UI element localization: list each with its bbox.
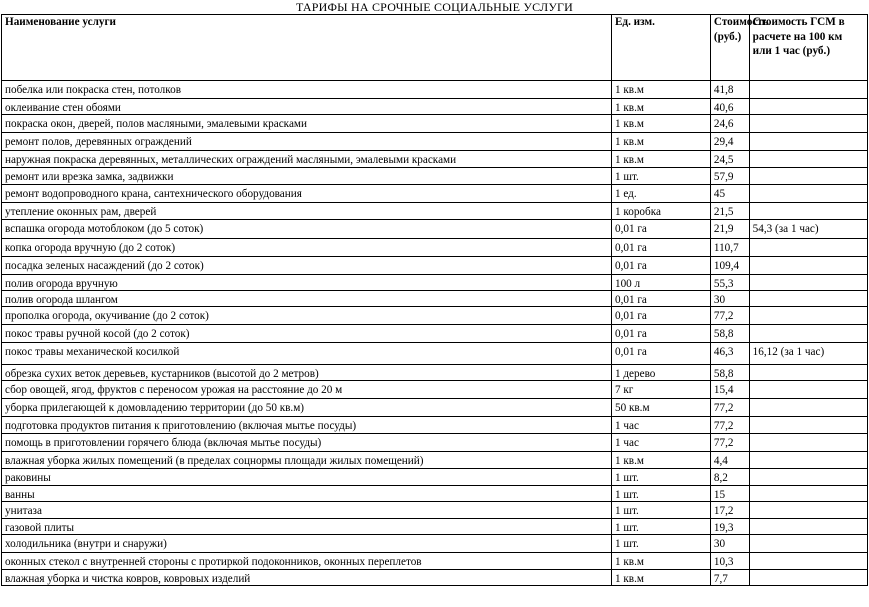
cost-cell: 30 (710, 291, 749, 307)
table-row (2, 469, 868, 486)
unit-cell: 1 час (611, 417, 710, 434)
fuel-cost-cell (749, 452, 867, 469)
cost-cell: 21,9 (710, 220, 749, 239)
unit-cell: 1 дерево (611, 365, 710, 381)
table-row (2, 381, 868, 399)
cost-cell: 41,8 (710, 81, 749, 99)
table-row (2, 452, 868, 469)
fuel-cost-cell: 54,3 (за 1 час) (749, 220, 867, 239)
fuel-cost-cell (749, 168, 867, 185)
service-name-cell: газовой плиты (2, 519, 612, 535)
unit-cell: 1 ед. (611, 185, 710, 203)
service-name-cell: посадка зеленых насаждений (до 2 соток) (2, 257, 612, 275)
fuel-cost-cell (749, 185, 867, 203)
unit-cell: 1 шт. (611, 168, 710, 185)
unit-cell: 1 кв.м (611, 99, 710, 115)
table-row (2, 99, 868, 115)
fuel-cost-cell (749, 257, 867, 275)
table-row (2, 220, 868, 239)
fuel-cost-cell (749, 99, 867, 115)
cost-cell: 110,7 (710, 239, 749, 257)
table-body (2, 81, 868, 586)
fuel-cost-cell (749, 203, 867, 220)
service-name-cell: оконных стекол с внутренней стороны с протиркой подоконников, оконных переплетов (2, 553, 612, 570)
service-name-cell: холодильника (внутри и снаружи) (2, 535, 612, 553)
service-name-cell: унитаза (2, 502, 612, 519)
cost-cell: 19,3 (710, 519, 749, 535)
service-name-cell: прополка огорода, окучивание (до 2 соток) (2, 307, 612, 325)
tariff-table (1, 14, 868, 586)
cost-cell: 57,9 (710, 168, 749, 185)
fuel-cost-cell (749, 502, 867, 519)
fuel-cost-cell (749, 469, 867, 486)
unit-cell: 1 кв.м (611, 553, 710, 570)
service-name-cell: покос травы ручной косой (до 2 соток) (2, 325, 612, 343)
fuel-cost-cell (749, 81, 867, 99)
table-row (2, 133, 868, 151)
service-name-cell: вспашка огорода мотоблоком (до 5 соток) (2, 220, 612, 239)
table-row (2, 115, 868, 133)
cost-cell: 77,2 (710, 399, 749, 417)
header-service-name: Наименование услуги (2, 15, 612, 81)
unit-cell: 1 кв.м (611, 81, 710, 99)
unit-cell: 0,01 га (611, 325, 710, 343)
table-row (2, 239, 868, 257)
fuel-cost-cell (749, 307, 867, 325)
service-name-cell: ремонт водопроводного крана, сантехнического оборудования (2, 185, 612, 203)
service-name-cell: помощь в приготовлении горячего блюда (включая мытье посуды) (2, 434, 612, 452)
fuel-cost-cell (749, 381, 867, 399)
fuel-cost-cell (749, 570, 867, 586)
unit-cell: 1 шт. (611, 486, 710, 502)
service-name-cell: побелка или покраска стен, потолков (2, 81, 612, 99)
unit-cell: 0,01 га (611, 307, 710, 325)
service-name-cell: влажная уборка жилых помещений (в пределах соцнормы площади жилых помещений) (2, 452, 612, 469)
service-name-cell: наружная покраска деревянных, металлических ограждений масляными, эмалевыми красками (2, 151, 612, 168)
unit-cell: 1 кв.м (611, 115, 710, 133)
table-row (2, 307, 868, 325)
fuel-cost-cell (749, 399, 867, 417)
table-row (2, 417, 868, 434)
table-row (2, 275, 868, 291)
fuel-cost-cell (749, 151, 867, 168)
cost-cell: 10,3 (710, 553, 749, 570)
unit-cell: 1 шт. (611, 502, 710, 519)
unit-cell: 1 кв.м (611, 151, 710, 168)
cost-cell: 77,2 (710, 434, 749, 452)
fuel-cost-cell (749, 553, 867, 570)
table-row (2, 257, 868, 275)
table-row (2, 325, 868, 343)
service-name-cell: сбор овощей, ягод, фруктов с переносом урожая на расстояние до 20 м (2, 381, 612, 399)
cost-cell: 15,4 (710, 381, 749, 399)
unit-cell: 50 кв.м (611, 399, 710, 417)
cost-cell: 77,2 (710, 307, 749, 325)
service-name-cell: раковины (2, 469, 612, 486)
cost-cell: 109,4 (710, 257, 749, 275)
cost-cell: 8,2 (710, 469, 749, 486)
document-title: ТАРИФЫ НА СРОЧНЫЕ СОЦИАЛЬНЫЕ УСЛУГИ (295, 0, 574, 14)
fuel-cost-cell (749, 535, 867, 553)
service-name-cell: влажная уборка и чистка ковров, ковровых изделий (2, 570, 612, 586)
fuel-cost-cell (749, 486, 867, 502)
table-row (2, 203, 868, 220)
header-unit: Ед. изм. (611, 15, 710, 81)
unit-cell: 1 шт. (611, 469, 710, 486)
unit-cell: 1 коробка (611, 203, 710, 220)
unit-cell: 1 кв.м (611, 133, 710, 151)
table-row (2, 535, 868, 553)
service-name-cell: ремонт полов, деревянных ограждений (2, 133, 612, 151)
service-name-cell: покраска окон, дверей, полов масляными, эмалевыми красками (2, 115, 612, 133)
unit-cell: 1 шт. (611, 535, 710, 553)
table-row (2, 434, 868, 452)
fuel-cost-cell (749, 325, 867, 343)
table-row (2, 519, 868, 535)
table-header-row (2, 15, 868, 81)
fuel-cost-cell (749, 115, 867, 133)
fuel-cost-cell (749, 133, 867, 151)
unit-cell: 0,01 га (611, 220, 710, 239)
cost-cell: 4,4 (710, 452, 749, 469)
cost-cell: 55,3 (710, 275, 749, 291)
cost-cell: 30 (710, 535, 749, 553)
cost-cell: 7,7 (710, 570, 749, 586)
service-name-cell: ремонт или врезка замка, задвижки (2, 168, 612, 185)
table-row (2, 570, 868, 586)
table-row (2, 185, 868, 203)
unit-cell: 1 кв.м (611, 570, 710, 586)
fuel-cost-cell: 16,12 (за 1 час) (749, 343, 867, 365)
unit-cell: 100 л (611, 275, 710, 291)
service-name-cell: обрезка сухих веток деревьев, кустарников (высотой до 2 метров) (2, 365, 612, 381)
unit-cell: 1 кв.м (611, 452, 710, 469)
unit-cell: 0,01 га (611, 257, 710, 275)
fuel-cost-cell (749, 275, 867, 291)
service-name-cell: уборка прилегающей к домовладению территории (до 50 кв.м) (2, 399, 612, 417)
service-name-cell: полив огорода вручную (2, 275, 612, 291)
unit-cell: 0,01 га (611, 239, 710, 257)
table-row (2, 553, 868, 570)
unit-cell: 1 шт. (611, 519, 710, 535)
unit-cell: 1 час (611, 434, 710, 452)
fuel-cost-cell (749, 434, 867, 452)
unit-cell: 7 кг (611, 381, 710, 399)
fuel-cost-cell (749, 365, 867, 381)
fuel-cost-cell (749, 291, 867, 307)
cost-cell: 46,3 (710, 343, 749, 365)
header-fuel-cost: Стоимость ГСМ в расчете на 100 км или 1 час (руб.) (749, 15, 867, 81)
cost-cell: 58,8 (710, 365, 749, 381)
cost-cell: 45 (710, 185, 749, 203)
table-row (2, 168, 868, 185)
table-row (2, 151, 868, 168)
header-cost: Стоимость (руб.) (710, 15, 749, 81)
table-row (2, 365, 868, 381)
cost-cell: 15 (710, 486, 749, 502)
service-name-cell: утепление оконных рам, дверей (2, 203, 612, 220)
table-row (2, 486, 868, 502)
cost-cell: 17,2 (710, 502, 749, 519)
table-row (2, 291, 868, 307)
service-name-cell: оклеивание стен обоями (2, 99, 612, 115)
table-row (2, 399, 868, 417)
fuel-cost-cell (749, 519, 867, 535)
cost-cell: 29,4 (710, 133, 749, 151)
unit-cell: 0,01 га (611, 291, 710, 307)
cost-cell: 58,8 (710, 325, 749, 343)
service-name-cell: копка огорода вручную (до 2 соток) (2, 239, 612, 257)
service-name-cell: полив огорода шлангом (2, 291, 612, 307)
cost-cell: 40,6 (710, 99, 749, 115)
cost-cell: 21,5 (710, 203, 749, 220)
table-row (2, 81, 868, 99)
cost-cell: 24,6 (710, 115, 749, 133)
fuel-cost-cell (749, 417, 867, 434)
service-name-cell: покос травы механической косилкой (2, 343, 612, 365)
service-name-cell: ванны (2, 486, 612, 502)
service-name-cell: подготовка продуктов питания к приготовлению (включая мытье посуды) (2, 417, 612, 434)
table-row (2, 343, 868, 365)
unit-cell: 0,01 га (611, 343, 710, 365)
table-row (2, 502, 868, 519)
fuel-cost-cell (749, 239, 867, 257)
cost-cell: 24,5 (710, 151, 749, 168)
cost-cell: 77,2 (710, 417, 749, 434)
